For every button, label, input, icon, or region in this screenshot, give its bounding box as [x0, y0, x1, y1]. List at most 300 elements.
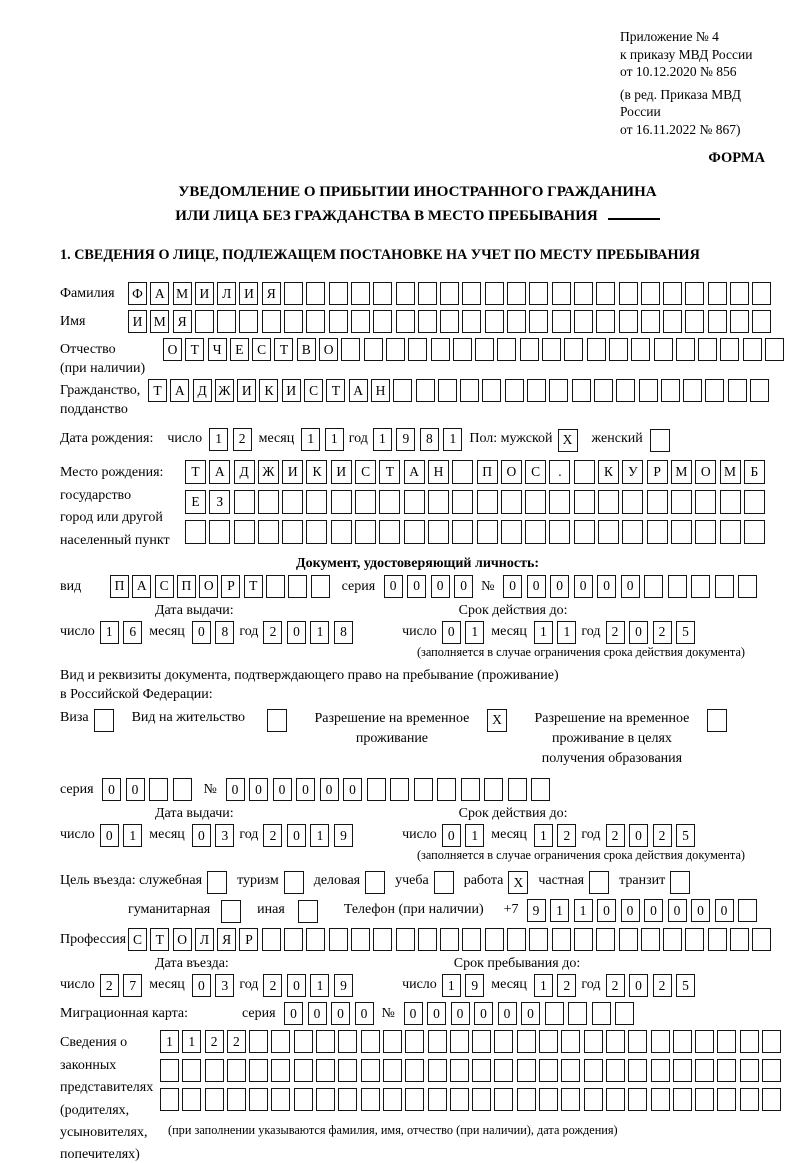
char-cell[interactable]: [331, 520, 352, 544]
char-cell[interactable]: [379, 490, 400, 514]
char-cell[interactable]: 9: [396, 428, 415, 451]
char-cell[interactable]: [501, 490, 522, 514]
char-cell[interactable]: [249, 1059, 268, 1082]
char-cell[interactable]: [383, 1030, 402, 1053]
char-cell[interactable]: [462, 928, 481, 951]
char-cell[interactable]: [361, 1088, 380, 1111]
char-cell[interactable]: [460, 379, 479, 402]
char-cell[interactable]: [383, 1088, 402, 1111]
char-cell[interactable]: [738, 899, 757, 922]
char-cell[interactable]: [405, 1030, 424, 1053]
char-cell[interactable]: [367, 778, 386, 801]
char-cell[interactable]: И: [239, 282, 258, 305]
char-cell[interactable]: [683, 379, 702, 402]
char-cell[interactable]: [671, 490, 692, 514]
char-cell[interactable]: [663, 928, 682, 951]
char-cell[interactable]: 0: [126, 778, 145, 801]
char-cell[interactable]: [520, 338, 539, 361]
char-cell[interactable]: 0: [574, 575, 593, 598]
char-cell[interactable]: В: [297, 338, 316, 361]
char-cell[interactable]: [552, 282, 571, 305]
char-cell[interactable]: 0: [427, 1002, 446, 1025]
char-cell[interactable]: [408, 338, 427, 361]
char-cell[interactable]: [428, 490, 449, 514]
char-cell[interactable]: [306, 490, 327, 514]
char-cell[interactable]: 0: [384, 575, 403, 598]
char-cell[interactable]: 1: [443, 428, 462, 451]
char-cell[interactable]: [527, 379, 546, 402]
char-cell[interactable]: [661, 379, 680, 402]
char-cell[interactable]: 0: [621, 575, 640, 598]
char-cell[interactable]: [685, 928, 704, 951]
char-cell[interactable]: [452, 460, 473, 484]
char-cell[interactable]: [596, 282, 615, 305]
char-cell[interactable]: 2: [263, 621, 282, 644]
char-cell[interactable]: 6: [123, 621, 142, 644]
char-cell[interactable]: [561, 1088, 580, 1111]
char-cell[interactable]: [390, 778, 409, 801]
char-cell[interactable]: [494, 1030, 513, 1053]
char-cell[interactable]: [717, 1030, 736, 1053]
char-cell[interactable]: 8: [215, 621, 234, 644]
char-cell[interactable]: [542, 338, 561, 361]
char-cell[interactable]: [717, 1059, 736, 1082]
char-cell[interactable]: 3: [215, 824, 234, 847]
char-cell[interactable]: П: [477, 460, 498, 484]
char-cell[interactable]: [525, 520, 546, 544]
char-cell[interactable]: [282, 490, 303, 514]
char-cell[interactable]: [396, 282, 415, 305]
char-cell[interactable]: [596, 310, 615, 333]
char-cell[interactable]: [373, 310, 392, 333]
char-cell[interactable]: [676, 338, 695, 361]
char-cell[interactable]: [552, 928, 571, 951]
char-cell[interactable]: Р: [221, 575, 240, 598]
char-cell[interactable]: [182, 1088, 201, 1111]
char-cell[interactable]: О: [199, 575, 218, 598]
char-cell[interactable]: Т: [185, 338, 204, 361]
char-cell[interactable]: [160, 1059, 179, 1082]
char-cell[interactable]: [227, 1088, 246, 1111]
char-cell[interactable]: [762, 1059, 781, 1082]
char-cell[interactable]: [740, 1059, 759, 1082]
char-cell[interactable]: [217, 310, 236, 333]
char-cell[interactable]: 1: [100, 621, 119, 644]
char-cell[interactable]: М: [671, 460, 692, 484]
sex-female-checkbox[interactable]: [650, 429, 670, 452]
char-cell[interactable]: [647, 520, 668, 544]
char-cell[interactable]: З: [209, 490, 230, 514]
char-cell[interactable]: [428, 1088, 447, 1111]
char-cell[interactable]: [720, 338, 739, 361]
char-cell[interactable]: [450, 1088, 469, 1111]
char-cell[interactable]: [306, 282, 325, 305]
char-cell[interactable]: Б: [744, 460, 765, 484]
char-cell[interactable]: [762, 1088, 781, 1111]
char-cell[interactable]: [351, 310, 370, 333]
char-cell[interactable]: Т: [326, 379, 345, 402]
char-cell[interactable]: [316, 1030, 335, 1053]
char-cell[interactable]: [266, 575, 285, 598]
char-cell[interactable]: [545, 1002, 564, 1025]
char-cell[interactable]: [561, 1059, 580, 1082]
char-cell[interactable]: [405, 1059, 424, 1082]
char-cell[interactable]: [574, 310, 593, 333]
char-cell[interactable]: [431, 338, 450, 361]
char-cell[interactable]: Т: [150, 928, 169, 951]
char-cell[interactable]: 1: [160, 1030, 179, 1053]
char-cell[interactable]: [338, 1088, 357, 1111]
char-cell[interactable]: [596, 928, 615, 951]
char-cell[interactable]: [730, 310, 749, 333]
char-cell[interactable]: С: [252, 338, 271, 361]
char-cell[interactable]: [517, 1059, 536, 1082]
char-cell[interactable]: [271, 1059, 290, 1082]
char-cell[interactable]: [450, 1030, 469, 1053]
char-cell[interactable]: [329, 282, 348, 305]
char-cell[interactable]: [160, 1088, 179, 1111]
char-cell[interactable]: 1: [442, 974, 461, 997]
char-cell[interactable]: [485, 310, 504, 333]
char-cell[interactable]: [182, 1059, 201, 1082]
char-cell[interactable]: [288, 575, 307, 598]
char-cell[interactable]: [505, 379, 524, 402]
char-cell[interactable]: А: [404, 460, 425, 484]
char-cell[interactable]: [205, 1059, 224, 1082]
char-cell[interactable]: [685, 310, 704, 333]
char-cell[interactable]: С: [525, 460, 546, 484]
char-cell[interactable]: 2: [606, 974, 625, 997]
char-cell[interactable]: К: [259, 379, 278, 402]
char-cell[interactable]: А: [349, 379, 368, 402]
char-cell[interactable]: С: [155, 575, 174, 598]
char-cell[interactable]: [622, 490, 643, 514]
char-cell[interactable]: [639, 379, 658, 402]
char-cell[interactable]: 1: [465, 621, 484, 644]
char-cell[interactable]: [685, 282, 704, 305]
char-cell[interactable]: 2: [557, 824, 576, 847]
char-cell[interactable]: [752, 282, 771, 305]
char-cell[interactable]: 2: [606, 621, 625, 644]
char-cell[interactable]: [361, 1030, 380, 1053]
char-cell[interactable]: И: [128, 310, 147, 333]
char-cell[interactable]: [715, 575, 734, 598]
char-cell[interactable]: [477, 490, 498, 514]
char-cell[interactable]: [598, 490, 619, 514]
char-cell[interactable]: .: [549, 460, 570, 484]
char-cell[interactable]: [743, 338, 762, 361]
char-cell[interactable]: [149, 778, 168, 801]
char-cell[interactable]: [663, 310, 682, 333]
char-cell[interactable]: [262, 928, 281, 951]
char-cell[interactable]: [762, 1030, 781, 1053]
char-cell[interactable]: 0: [498, 1002, 517, 1025]
char-cell[interactable]: [695, 1030, 714, 1053]
char-cell[interactable]: 5: [676, 621, 695, 644]
char-cell[interactable]: 5: [676, 824, 695, 847]
char-cell[interactable]: 0: [597, 575, 616, 598]
char-cell[interactable]: М: [150, 310, 169, 333]
char-cell[interactable]: [361, 1059, 380, 1082]
char-cell[interactable]: [744, 520, 765, 544]
char-cell[interactable]: 0: [284, 1002, 303, 1025]
char-cell[interactable]: [574, 520, 595, 544]
char-cell[interactable]: 0: [550, 575, 569, 598]
char-cell[interactable]: [651, 1059, 670, 1082]
char-cell[interactable]: [271, 1030, 290, 1053]
char-cell[interactable]: 1: [182, 1030, 201, 1053]
char-cell[interactable]: [695, 1088, 714, 1111]
char-cell[interactable]: [173, 778, 192, 801]
char-cell[interactable]: [628, 1088, 647, 1111]
char-cell[interactable]: [462, 282, 481, 305]
char-cell[interactable]: [316, 1088, 335, 1111]
char-cell[interactable]: [258, 490, 279, 514]
char-cell[interactable]: [641, 928, 660, 951]
char-cell[interactable]: И: [237, 379, 256, 402]
purpose-official-checkbox[interactable]: [207, 871, 227, 894]
char-cell[interactable]: [485, 282, 504, 305]
char-cell[interactable]: [584, 1088, 603, 1111]
char-cell[interactable]: 1: [310, 824, 329, 847]
char-cell[interactable]: [418, 928, 437, 951]
char-cell[interactable]: [619, 310, 638, 333]
char-cell[interactable]: [396, 928, 415, 951]
char-cell[interactable]: [282, 520, 303, 544]
char-cell[interactable]: 1: [574, 899, 593, 922]
char-cell[interactable]: [574, 460, 595, 484]
char-cell[interactable]: М: [720, 460, 741, 484]
char-cell[interactable]: [549, 490, 570, 514]
char-cell[interactable]: [673, 1030, 692, 1053]
char-cell[interactable]: [393, 379, 412, 402]
char-cell[interactable]: 2: [205, 1030, 224, 1053]
char-cell[interactable]: [628, 1030, 647, 1053]
char-cell[interactable]: 1: [465, 824, 484, 847]
char-cell[interactable]: [568, 1002, 587, 1025]
char-cell[interactable]: [708, 928, 727, 951]
char-cell[interactable]: [507, 928, 526, 951]
char-cell[interactable]: [428, 1030, 447, 1053]
char-cell[interactable]: [574, 928, 593, 951]
char-cell[interactable]: 1: [534, 824, 553, 847]
char-cell[interactable]: [574, 490, 595, 514]
char-cell[interactable]: 0: [308, 1002, 327, 1025]
char-cell[interactable]: О: [173, 928, 192, 951]
char-cell[interactable]: И: [282, 460, 303, 484]
char-cell[interactable]: Я: [217, 928, 236, 951]
char-cell[interactable]: К: [306, 460, 327, 484]
char-cell[interactable]: 0: [192, 974, 211, 997]
char-cell[interactable]: Т: [274, 338, 293, 361]
char-cell[interactable]: [472, 1088, 491, 1111]
char-cell[interactable]: [373, 282, 392, 305]
residence-checkbox[interactable]: [267, 709, 287, 732]
char-cell[interactable]: [564, 338, 583, 361]
char-cell[interactable]: [508, 778, 527, 801]
char-cell[interactable]: 0: [296, 778, 315, 801]
char-cell[interactable]: [705, 379, 724, 402]
char-cell[interactable]: [262, 310, 281, 333]
char-cell[interactable]: [728, 379, 747, 402]
char-cell[interactable]: 1: [301, 428, 320, 451]
char-cell[interactable]: [663, 282, 682, 305]
purpose-humanitarian-checkbox[interactable]: [221, 900, 241, 923]
char-cell[interactable]: [329, 928, 348, 951]
char-cell[interactable]: [647, 490, 668, 514]
char-cell[interactable]: [740, 1030, 759, 1053]
char-cell[interactable]: 9: [465, 974, 484, 997]
char-cell[interactable]: [351, 928, 370, 951]
char-cell[interactable]: У: [622, 460, 643, 484]
char-cell[interactable]: А: [209, 460, 230, 484]
char-cell[interactable]: [673, 1088, 692, 1111]
char-cell[interactable]: [355, 520, 376, 544]
char-cell[interactable]: 0: [527, 575, 546, 598]
char-cell[interactable]: 0: [273, 778, 292, 801]
char-cell[interactable]: 0: [442, 621, 461, 644]
char-cell[interactable]: [306, 928, 325, 951]
char-cell[interactable]: [651, 1088, 670, 1111]
char-cell[interactable]: [482, 379, 501, 402]
char-cell[interactable]: [587, 338, 606, 361]
char-cell[interactable]: Ч: [208, 338, 227, 361]
char-cell[interactable]: [475, 338, 494, 361]
char-cell[interactable]: [497, 338, 516, 361]
char-cell[interactable]: [507, 310, 526, 333]
char-cell[interactable]: [404, 490, 425, 514]
char-cell[interactable]: И: [282, 379, 301, 402]
char-cell[interactable]: О: [163, 338, 182, 361]
char-cell[interactable]: Л: [195, 928, 214, 951]
char-cell[interactable]: Р: [647, 460, 668, 484]
char-cell[interactable]: 0: [331, 1002, 350, 1025]
char-cell[interactable]: [539, 1088, 558, 1111]
char-cell[interactable]: [239, 310, 258, 333]
char-cell[interactable]: [494, 1088, 513, 1111]
char-cell[interactable]: А: [170, 379, 189, 402]
char-cell[interactable]: [462, 310, 481, 333]
char-cell[interactable]: 0: [320, 778, 339, 801]
char-cell[interactable]: Н: [428, 460, 449, 484]
char-cell[interactable]: [641, 310, 660, 333]
char-cell[interactable]: 0: [668, 899, 687, 922]
char-cell[interactable]: 0: [715, 899, 734, 922]
char-cell[interactable]: [651, 1030, 670, 1053]
char-cell[interactable]: 0: [407, 575, 426, 598]
char-cell[interactable]: [428, 1059, 447, 1082]
char-cell[interactable]: [615, 1002, 634, 1025]
char-cell[interactable]: [730, 928, 749, 951]
char-cell[interactable]: Ф: [128, 282, 147, 305]
char-cell[interactable]: 2: [263, 974, 282, 997]
temp-permit-checkbox[interactable]: X: [487, 709, 507, 732]
char-cell[interactable]: Т: [379, 460, 400, 484]
char-cell[interactable]: [750, 379, 769, 402]
char-cell[interactable]: [249, 1030, 268, 1053]
char-cell[interactable]: [341, 338, 360, 361]
char-cell[interactable]: [205, 1088, 224, 1111]
char-cell[interactable]: Е: [185, 490, 206, 514]
char-cell[interactable]: [572, 379, 591, 402]
char-cell[interactable]: [416, 379, 435, 402]
char-cell[interactable]: [691, 575, 710, 598]
char-cell[interactable]: 9: [334, 974, 353, 997]
char-cell[interactable]: 0: [249, 778, 268, 801]
char-cell[interactable]: С: [355, 460, 376, 484]
char-cell[interactable]: [584, 1059, 603, 1082]
char-cell[interactable]: Р: [239, 928, 258, 951]
char-cell[interactable]: 8: [420, 428, 439, 451]
char-cell[interactable]: [517, 1088, 536, 1111]
char-cell[interactable]: 7: [123, 974, 142, 997]
sex-male-checkbox[interactable]: X: [558, 429, 578, 452]
char-cell[interactable]: 9: [334, 824, 353, 847]
char-cell[interactable]: [485, 928, 504, 951]
char-cell[interactable]: Ж: [215, 379, 234, 402]
char-cell[interactable]: [740, 1088, 759, 1111]
char-cell[interactable]: 1: [373, 428, 392, 451]
char-cell[interactable]: [329, 310, 348, 333]
char-cell[interactable]: М: [173, 282, 192, 305]
char-cell[interactable]: [622, 520, 643, 544]
char-cell[interactable]: [440, 282, 459, 305]
char-cell[interactable]: 2: [653, 974, 672, 997]
char-cell[interactable]: Д: [193, 379, 212, 402]
visa-checkbox[interactable]: [94, 709, 114, 732]
char-cell[interactable]: [501, 520, 522, 544]
char-cell[interactable]: [209, 520, 230, 544]
char-cell[interactable]: [720, 490, 741, 514]
char-cell[interactable]: [631, 338, 650, 361]
purpose-transit-checkbox[interactable]: [670, 871, 690, 894]
char-cell[interactable]: Л: [217, 282, 236, 305]
char-cell[interactable]: 0: [226, 778, 245, 801]
char-cell[interactable]: [418, 282, 437, 305]
char-cell[interactable]: 0: [355, 1002, 374, 1025]
char-cell[interactable]: [338, 1030, 357, 1053]
char-cell[interactable]: [440, 310, 459, 333]
char-cell[interactable]: [452, 490, 473, 514]
char-cell[interactable]: С: [128, 928, 147, 951]
char-cell[interactable]: О: [501, 460, 522, 484]
char-cell[interactable]: Е: [230, 338, 249, 361]
char-cell[interactable]: 0: [287, 824, 306, 847]
char-cell[interactable]: 0: [644, 899, 663, 922]
char-cell[interactable]: 0: [454, 575, 473, 598]
char-cell[interactable]: К: [598, 460, 619, 484]
char-cell[interactable]: 1: [123, 824, 142, 847]
char-cell[interactable]: Д: [234, 460, 255, 484]
char-cell[interactable]: 0: [192, 824, 211, 847]
char-cell[interactable]: [616, 379, 635, 402]
char-cell[interactable]: 0: [431, 575, 450, 598]
char-cell[interactable]: [438, 379, 457, 402]
char-cell[interactable]: [414, 778, 433, 801]
char-cell[interactable]: [316, 1059, 335, 1082]
char-cell[interactable]: 2: [606, 824, 625, 847]
char-cell[interactable]: А: [132, 575, 151, 598]
char-cell[interactable]: П: [177, 575, 196, 598]
char-cell[interactable]: [306, 520, 327, 544]
char-cell[interactable]: [552, 310, 571, 333]
char-cell[interactable]: [574, 282, 593, 305]
char-cell[interactable]: [531, 778, 550, 801]
purpose-study-checkbox[interactable]: [434, 871, 454, 894]
char-cell[interactable]: [695, 1059, 714, 1082]
char-cell[interactable]: [472, 1030, 491, 1053]
char-cell[interactable]: [720, 520, 741, 544]
